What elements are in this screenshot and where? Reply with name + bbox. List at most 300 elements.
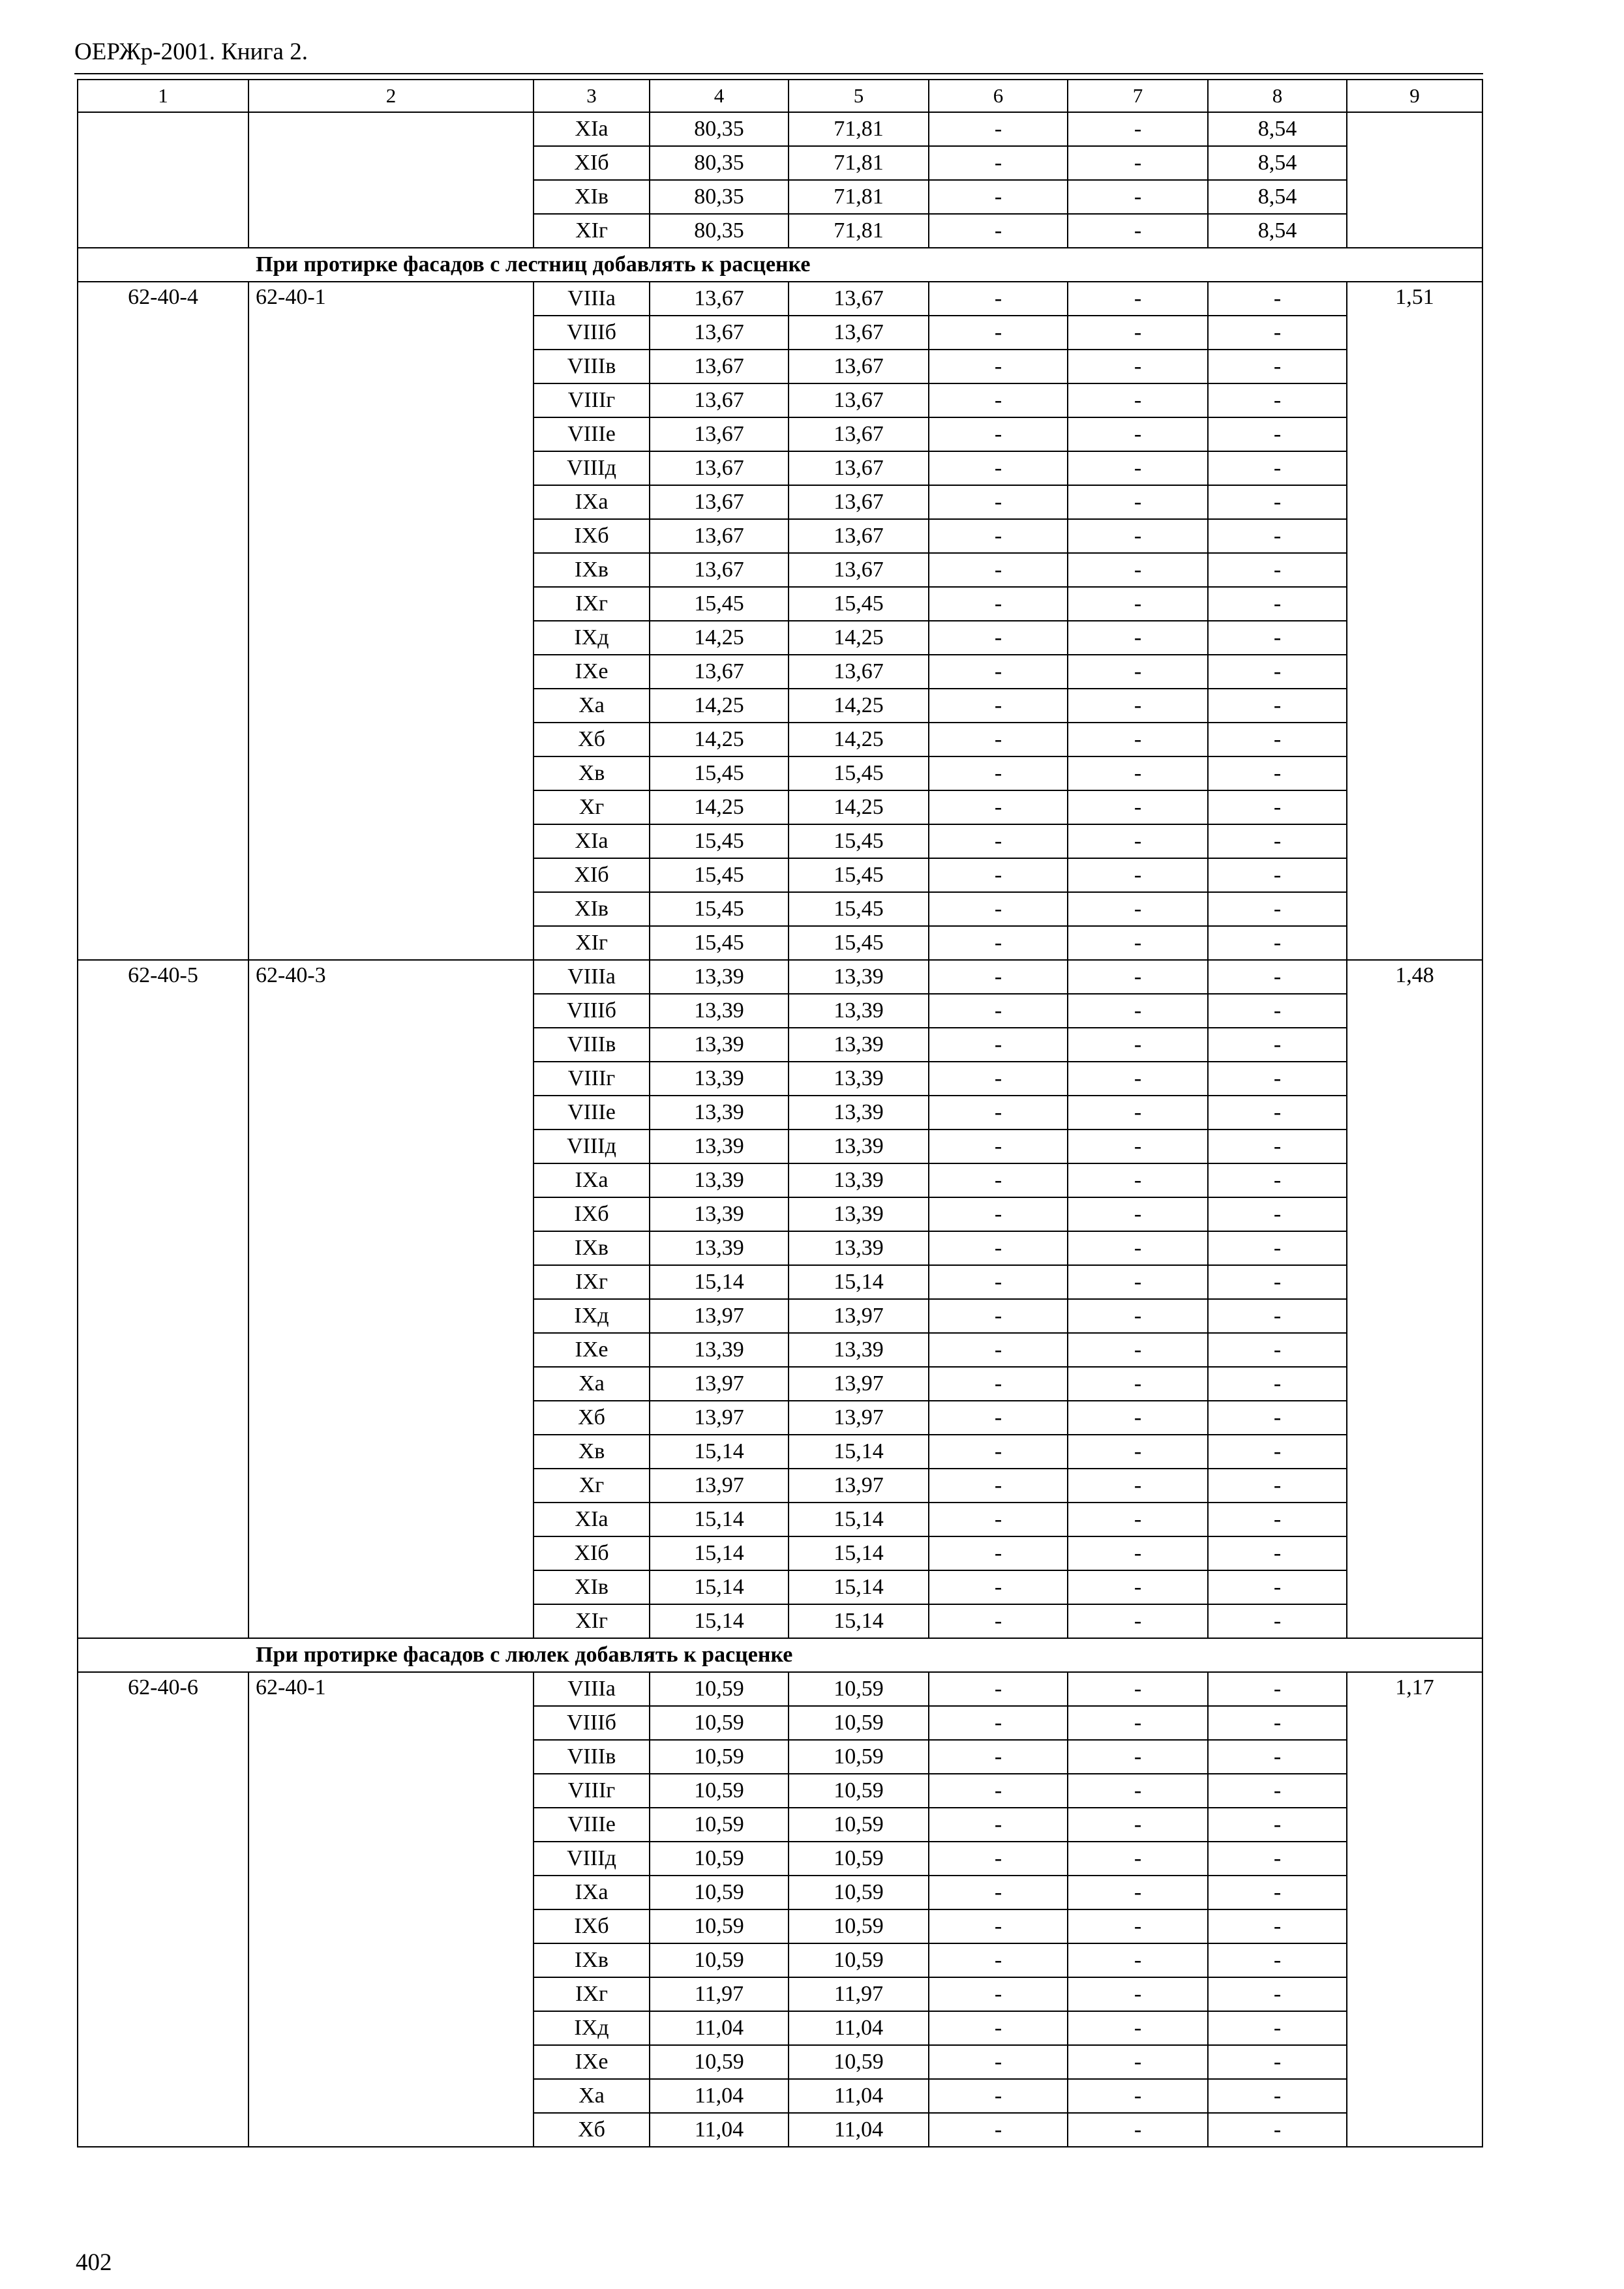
- material-cost-cell: -: [1208, 756, 1347, 790]
- machine-cost-cell: -: [929, 1401, 1068, 1435]
- total-cost-cell: 80,35: [650, 112, 789, 146]
- total-cost-cell: 14,25: [650, 723, 789, 756]
- machine-cost-cell: -: [929, 1367, 1068, 1401]
- labor-cost-cell: 13,39: [789, 1096, 929, 1130]
- machine-cost-cell: -: [929, 350, 1068, 383]
- material-cost-cell: -: [1208, 1842, 1347, 1876]
- category-cell: Xб: [534, 723, 650, 756]
- material-cost-cell: -: [1208, 1299, 1347, 1333]
- total-cost-cell: 15,45: [650, 926, 789, 960]
- category-cell: IXв: [534, 1231, 650, 1265]
- category-cell: IXе: [534, 2045, 650, 2079]
- machine-cost-cell: -: [929, 1299, 1068, 1333]
- category-cell: VIIIд: [534, 451, 650, 485]
- labor-cost-cell: 13,67: [789, 350, 929, 383]
- total-cost-cell: 14,25: [650, 790, 789, 824]
- total-cost-cell: 13,39: [650, 1333, 789, 1367]
- category-cell: IXб: [534, 1909, 650, 1943]
- driver-wage-cell: -: [1068, 1909, 1208, 1943]
- total-cost-cell: 13,97: [650, 1367, 789, 1401]
- machine-cost-cell: -: [929, 1774, 1068, 1808]
- total-cost-cell: 13,39: [650, 1197, 789, 1231]
- labor-cost-cell: 71,81: [789, 214, 929, 248]
- category-cell: VIIIг: [534, 1774, 650, 1808]
- total-cost-cell: 15,14: [650, 1265, 789, 1299]
- category-cell: VIIIе: [534, 1096, 650, 1130]
- machine-cost-cell: -: [929, 1435, 1068, 1469]
- table-body: [78, 80, 1482, 2147]
- base-rate-cell: 62-40-1: [248, 282, 534, 960]
- column-number-row: [78, 80, 1482, 112]
- labor-cost-cell: 15,14: [789, 1503, 929, 1536]
- category-cell: Xг: [534, 790, 650, 824]
- driver-wage-cell: -: [1068, 2045, 1208, 2079]
- category-cell: Xа: [534, 1367, 650, 1401]
- labor-cost-cell: 15,45: [789, 756, 929, 790]
- driver-wage-cell: -: [1068, 587, 1208, 621]
- total-cost-cell: 10,59: [650, 1876, 789, 1909]
- material-cost-cell: -: [1208, 1401, 1347, 1435]
- driver-wage-cell: -: [1068, 2079, 1208, 2113]
- table-row: [78, 1672, 1482, 1706]
- machine-cost-cell: -: [929, 1130, 1068, 1163]
- category-cell: VIIIе: [534, 417, 650, 451]
- labor-cost-cell: 15,14: [789, 1604, 929, 1638]
- total-cost-cell: 15,45: [650, 587, 789, 621]
- material-cost-cell: -: [1208, 824, 1347, 858]
- material-cost-cell: -: [1208, 960, 1347, 994]
- labor-cost-cell: 15,45: [789, 824, 929, 858]
- labor-hours-cell: 1,51: [1347, 282, 1482, 960]
- driver-wage-cell: -: [1068, 1401, 1208, 1435]
- material-cost-cell: -: [1208, 1130, 1347, 1163]
- total-cost-cell: 13,67: [650, 383, 789, 417]
- category-cell: IXг: [534, 587, 650, 621]
- material-cost-cell: -: [1208, 1604, 1347, 1638]
- machine-cost-cell: -: [929, 960, 1068, 994]
- category-cell: IXб: [534, 1197, 650, 1231]
- driver-wage-cell: -: [1068, 1503, 1208, 1536]
- labor-cost-cell: 13,39: [789, 1333, 929, 1367]
- machine-cost-cell: -: [929, 1604, 1068, 1638]
- category-cell: Xа: [534, 689, 650, 723]
- category-cell: IXг: [534, 1265, 650, 1299]
- machine-cost-cell: -: [929, 1909, 1068, 1943]
- column-number: 9: [1347, 80, 1482, 112]
- driver-wage-cell: -: [1068, 1231, 1208, 1265]
- machine-cost-cell: -: [929, 451, 1068, 485]
- total-cost-cell: 13,39: [650, 960, 789, 994]
- category-cell: VIIIг: [534, 383, 650, 417]
- machine-cost-cell: -: [929, 2079, 1068, 2113]
- machine-cost-cell: -: [929, 1808, 1068, 1842]
- driver-wage-cell: -: [1068, 1740, 1208, 1774]
- total-cost-cell: 13,67: [650, 553, 789, 587]
- machine-cost-cell: -: [929, 214, 1068, 248]
- total-cost-cell: 15,14: [650, 1604, 789, 1638]
- material-cost-cell: -: [1208, 1536, 1347, 1570]
- driver-wage-cell: -: [1068, 824, 1208, 858]
- table-row: [78, 960, 1482, 994]
- labor-cost-cell: 10,59: [789, 1774, 929, 1808]
- category-cell: IXд: [534, 2011, 650, 2045]
- driver-wage-cell: -: [1068, 1774, 1208, 1808]
- labor-cost-cell: 13,39: [789, 1231, 929, 1265]
- labor-cost-cell: 11,04: [789, 2113, 929, 2147]
- total-cost-cell: 13,67: [650, 316, 789, 350]
- machine-cost-cell: -: [929, 824, 1068, 858]
- material-cost-cell: -: [1208, 1163, 1347, 1197]
- labor-cost-cell: 15,14: [789, 1435, 929, 1469]
- material-cost-cell: -: [1208, 1265, 1347, 1299]
- driver-wage-cell: -: [1068, 723, 1208, 756]
- labor-cost-cell: 10,59: [789, 1672, 929, 1706]
- material-cost-cell: -: [1208, 2011, 1347, 2045]
- category-cell: VIIIа: [534, 282, 650, 316]
- material-cost-cell: -: [1208, 994, 1347, 1028]
- category-cell: IXа: [534, 485, 650, 519]
- material-cost-cell: -: [1208, 2045, 1347, 2079]
- labor-cost-cell: 13,39: [789, 994, 929, 1028]
- category-cell: VIIIд: [534, 1130, 650, 1163]
- material-cost-cell: -: [1208, 1062, 1347, 1096]
- column-number: 7: [1068, 80, 1208, 112]
- labor-hours-cell: [1347, 112, 1482, 248]
- labor-cost-cell: 13,39: [789, 1130, 929, 1163]
- driver-wage-cell: -: [1068, 2113, 1208, 2147]
- driver-wage-cell: -: [1068, 756, 1208, 790]
- labor-cost-cell: 13,67: [789, 282, 929, 316]
- column-number: 1: [78, 80, 248, 112]
- category-cell: IXг: [534, 1977, 650, 2011]
- total-cost-cell: 80,35: [650, 214, 789, 248]
- labor-cost-cell: 13,67: [789, 451, 929, 485]
- machine-cost-cell: -: [929, 1028, 1068, 1062]
- category-cell: Xв: [534, 756, 650, 790]
- total-cost-cell: 11,97: [650, 1977, 789, 2011]
- page-header-title: ОЕРЖр-2001. Книга 2.: [74, 38, 308, 65]
- category-cell: VIIIг: [534, 1062, 650, 1096]
- driver-wage-cell: -: [1068, 1570, 1208, 1604]
- category-cell: Xб: [534, 2113, 650, 2147]
- driver-wage-cell: -: [1068, 1706, 1208, 1740]
- machine-cost-cell: -: [929, 1977, 1068, 2011]
- driver-wage-cell: -: [1068, 485, 1208, 519]
- driver-wage-cell: -: [1068, 1333, 1208, 1367]
- material-cost-cell: -: [1208, 1096, 1347, 1130]
- labor-cost-cell: 13,97: [789, 1401, 929, 1435]
- driver-wage-cell: -: [1068, 655, 1208, 689]
- material-cost-cell: -: [1208, 282, 1347, 316]
- material-cost-cell: -: [1208, 417, 1347, 451]
- machine-cost-cell: -: [929, 2011, 1068, 2045]
- category-cell: XIб: [534, 858, 650, 892]
- material-cost-cell: -: [1208, 892, 1347, 926]
- labor-hours-cell: 1,48: [1347, 960, 1482, 1638]
- machine-cost-cell: -: [929, 1197, 1068, 1231]
- total-cost-cell: 13,39: [650, 1028, 789, 1062]
- total-cost-cell: 11,04: [650, 2011, 789, 2045]
- total-cost-cell: 10,59: [650, 1774, 789, 1808]
- driver-wage-cell: -: [1068, 282, 1208, 316]
- driver-wage-cell: -: [1068, 1265, 1208, 1299]
- driver-wage-cell: -: [1068, 926, 1208, 960]
- driver-wage-cell: -: [1068, 112, 1208, 146]
- driver-wage-cell: -: [1068, 858, 1208, 892]
- machine-cost-cell: -: [929, 485, 1068, 519]
- machine-cost-cell: -: [929, 1265, 1068, 1299]
- driver-wage-cell: -: [1068, 383, 1208, 417]
- driver-wage-cell: -: [1068, 417, 1208, 451]
- total-cost-cell: 13,97: [650, 1401, 789, 1435]
- labor-cost-cell: 10,59: [789, 1943, 929, 1977]
- machine-cost-cell: -: [929, 282, 1068, 316]
- driver-wage-cell: -: [1068, 1130, 1208, 1163]
- column-number: 3: [534, 80, 650, 112]
- labor-cost-cell: 11,04: [789, 2079, 929, 2113]
- total-cost-cell: 13,97: [650, 1299, 789, 1333]
- category-cell: VIIIе: [534, 1808, 650, 1842]
- total-cost-cell: 13,67: [650, 451, 789, 485]
- material-cost-cell: -: [1208, 1333, 1347, 1367]
- machine-cost-cell: -: [929, 858, 1068, 892]
- labor-cost-cell: 14,25: [789, 621, 929, 655]
- machine-cost-cell: -: [929, 1740, 1068, 1774]
- total-cost-cell: 13,67: [650, 417, 789, 451]
- material-cost-cell: -: [1208, 1808, 1347, 1842]
- category-cell: Xб: [534, 1401, 650, 1435]
- material-cost-cell: -: [1208, 621, 1347, 655]
- category-cell: VIIIб: [534, 316, 650, 350]
- driver-wage-cell: -: [1068, 1876, 1208, 1909]
- material-cost-cell: -: [1208, 316, 1347, 350]
- machine-cost-cell: -: [929, 756, 1068, 790]
- total-cost-cell: 15,45: [650, 858, 789, 892]
- labor-cost-cell: 13,67: [789, 316, 929, 350]
- category-cell: XIв: [534, 1570, 650, 1604]
- material-cost-cell: -: [1208, 1469, 1347, 1503]
- material-cost-cell: -: [1208, 1672, 1347, 1706]
- labor-cost-cell: 10,59: [789, 1706, 929, 1740]
- material-cost-cell: -: [1208, 2079, 1347, 2113]
- labor-cost-cell: 13,67: [789, 485, 929, 519]
- total-cost-cell: 15,45: [650, 824, 789, 858]
- labor-cost-cell: 15,45: [789, 892, 929, 926]
- category-cell: IXд: [534, 621, 650, 655]
- labor-cost-cell: 10,59: [789, 1909, 929, 1943]
- driver-wage-cell: -: [1068, 1604, 1208, 1638]
- material-cost-cell: -: [1208, 451, 1347, 485]
- machine-cost-cell: -: [929, 1163, 1068, 1197]
- rate-code-cell: [78, 112, 248, 248]
- material-cost-cell: -: [1208, 2113, 1347, 2147]
- material-cost-cell: -: [1208, 1943, 1347, 1977]
- machine-cost-cell: -: [929, 790, 1068, 824]
- price-table: [77, 79, 1483, 2147]
- material-cost-cell: 8,54: [1208, 146, 1347, 180]
- driver-wage-cell: -: [1068, 553, 1208, 587]
- total-cost-cell: 13,67: [650, 350, 789, 383]
- driver-wage-cell: -: [1068, 1197, 1208, 1231]
- total-cost-cell: 10,59: [650, 1943, 789, 1977]
- category-cell: VIIIб: [534, 1706, 650, 1740]
- material-cost-cell: 8,54: [1208, 180, 1347, 214]
- labor-cost-cell: 15,45: [789, 587, 929, 621]
- labor-cost-cell: 11,97: [789, 1977, 929, 2011]
- labor-cost-cell: 71,81: [789, 146, 929, 180]
- total-cost-cell: 13,67: [650, 519, 789, 553]
- machine-cost-cell: -: [929, 180, 1068, 214]
- driver-wage-cell: -: [1068, 689, 1208, 723]
- machine-cost-cell: -: [929, 655, 1068, 689]
- driver-wage-cell: -: [1068, 1062, 1208, 1096]
- category-cell: XIа: [534, 824, 650, 858]
- rate-code-cell: 62-40-6: [78, 1672, 248, 2147]
- section-heading-row: [78, 248, 1482, 282]
- machine-cost-cell: -: [929, 383, 1068, 417]
- labor-cost-cell: 10,59: [789, 2045, 929, 2079]
- material-cost-cell: -: [1208, 689, 1347, 723]
- category-cell: XIб: [534, 146, 650, 180]
- labor-cost-cell: 71,81: [789, 112, 929, 146]
- total-cost-cell: 13,39: [650, 1096, 789, 1130]
- labor-cost-cell: 13,39: [789, 1163, 929, 1197]
- labor-cost-cell: 13,67: [789, 655, 929, 689]
- machine-cost-cell: -: [929, 1672, 1068, 1706]
- labor-cost-cell: 71,81: [789, 180, 929, 214]
- labor-cost-cell: 14,25: [789, 790, 929, 824]
- machine-cost-cell: -: [929, 1096, 1068, 1130]
- total-cost-cell: 10,59: [650, 1808, 789, 1842]
- labor-cost-cell: 10,59: [789, 1876, 929, 1909]
- driver-wage-cell: -: [1068, 994, 1208, 1028]
- machine-cost-cell: -: [929, 316, 1068, 350]
- total-cost-cell: 13,67: [650, 282, 789, 316]
- driver-wage-cell: -: [1068, 180, 1208, 214]
- total-cost-cell: 13,39: [650, 1231, 789, 1265]
- machine-cost-cell: -: [929, 146, 1068, 180]
- material-cost-cell: -: [1208, 350, 1347, 383]
- machine-cost-cell: -: [929, 1536, 1068, 1570]
- machine-cost-cell: -: [929, 2113, 1068, 2147]
- category-cell: VIIIв: [534, 1028, 650, 1062]
- material-cost-cell: -: [1208, 858, 1347, 892]
- total-cost-cell: 13,97: [650, 1469, 789, 1503]
- category-cell: VIIIб: [534, 994, 650, 1028]
- total-cost-cell: 14,25: [650, 621, 789, 655]
- labor-cost-cell: 13,67: [789, 519, 929, 553]
- driver-wage-cell: -: [1068, 1299, 1208, 1333]
- category-cell: XIг: [534, 214, 650, 248]
- category-cell: VIIIв: [534, 1740, 650, 1774]
- total-cost-cell: 14,25: [650, 689, 789, 723]
- machine-cost-cell: -: [929, 1842, 1068, 1876]
- machine-cost-cell: -: [929, 519, 1068, 553]
- labor-cost-cell: 10,59: [789, 1740, 929, 1774]
- material-cost-cell: -: [1208, 655, 1347, 689]
- base-rate-cell: 62-40-3: [248, 960, 534, 1638]
- driver-wage-cell: -: [1068, 1977, 1208, 2011]
- machine-cost-cell: -: [929, 1062, 1068, 1096]
- section-heading: При протирке фасадов с люлек добавлять к расценке: [78, 1638, 1482, 1672]
- machine-cost-cell: -: [929, 1469, 1068, 1503]
- driver-wage-cell: -: [1068, 1367, 1208, 1401]
- labor-cost-cell: 15,14: [789, 1265, 929, 1299]
- driver-wage-cell: -: [1068, 1842, 1208, 1876]
- category-cell: IXа: [534, 1163, 650, 1197]
- machine-cost-cell: -: [929, 112, 1068, 146]
- machine-cost-cell: -: [929, 1706, 1068, 1740]
- machine-cost-cell: -: [929, 1231, 1068, 1265]
- machine-cost-cell: -: [929, 2045, 1068, 2079]
- category-cell: VIIIа: [534, 960, 650, 994]
- rate-code-cell: 62-40-5: [78, 960, 248, 1638]
- material-cost-cell: -: [1208, 587, 1347, 621]
- material-cost-cell: -: [1208, 1367, 1347, 1401]
- total-cost-cell: 13,39: [650, 1130, 789, 1163]
- category-cell: IXв: [534, 1943, 650, 1977]
- material-cost-cell: -: [1208, 1197, 1347, 1231]
- driver-wage-cell: -: [1068, 350, 1208, 383]
- material-cost-cell: -: [1208, 723, 1347, 756]
- category-cell: XIв: [534, 180, 650, 214]
- labor-cost-cell: 14,25: [789, 723, 929, 756]
- total-cost-cell: 11,04: [650, 2113, 789, 2147]
- machine-cost-cell: -: [929, 994, 1068, 1028]
- labor-cost-cell: 10,59: [789, 1842, 929, 1876]
- machine-cost-cell: -: [929, 1570, 1068, 1604]
- material-cost-cell: -: [1208, 1028, 1347, 1062]
- labor-cost-cell: 15,45: [789, 858, 929, 892]
- material-cost-cell: -: [1208, 519, 1347, 553]
- machine-cost-cell: -: [929, 1876, 1068, 1909]
- base-rate-cell: 62-40-1: [248, 1672, 534, 2147]
- category-cell: Xв: [534, 1435, 650, 1469]
- driver-wage-cell: -: [1068, 146, 1208, 180]
- driver-wage-cell: -: [1068, 2011, 1208, 2045]
- driver-wage-cell: -: [1068, 1163, 1208, 1197]
- material-cost-cell: -: [1208, 1706, 1347, 1740]
- total-cost-cell: 13,67: [650, 485, 789, 519]
- labor-cost-cell: 15,45: [789, 926, 929, 960]
- category-cell: Xг: [534, 1469, 650, 1503]
- total-cost-cell: 15,14: [650, 1536, 789, 1570]
- material-cost-cell: -: [1208, 1435, 1347, 1469]
- material-cost-cell: 8,54: [1208, 214, 1347, 248]
- material-cost-cell: 8,54: [1208, 112, 1347, 146]
- rate-code-cell: 62-40-4: [78, 282, 248, 960]
- labor-cost-cell: 10,59: [789, 1808, 929, 1842]
- driver-wage-cell: -: [1068, 451, 1208, 485]
- material-cost-cell: -: [1208, 1570, 1347, 1604]
- total-cost-cell: 15,45: [650, 892, 789, 926]
- category-cell: XIв: [534, 892, 650, 926]
- material-cost-cell: -: [1208, 383, 1347, 417]
- driver-wage-cell: -: [1068, 519, 1208, 553]
- machine-cost-cell: -: [929, 1333, 1068, 1367]
- material-cost-cell: -: [1208, 1774, 1347, 1808]
- driver-wage-cell: -: [1068, 1096, 1208, 1130]
- material-cost-cell: -: [1208, 485, 1347, 519]
- total-cost-cell: 10,59: [650, 2045, 789, 2079]
- material-cost-cell: -: [1208, 790, 1347, 824]
- category-cell: IXе: [534, 1333, 650, 1367]
- page-number: 402: [76, 2249, 112, 2276]
- category-cell: IXд: [534, 1299, 650, 1333]
- driver-wage-cell: -: [1068, 1808, 1208, 1842]
- total-cost-cell: 13,39: [650, 1163, 789, 1197]
- material-cost-cell: -: [1208, 1977, 1347, 2011]
